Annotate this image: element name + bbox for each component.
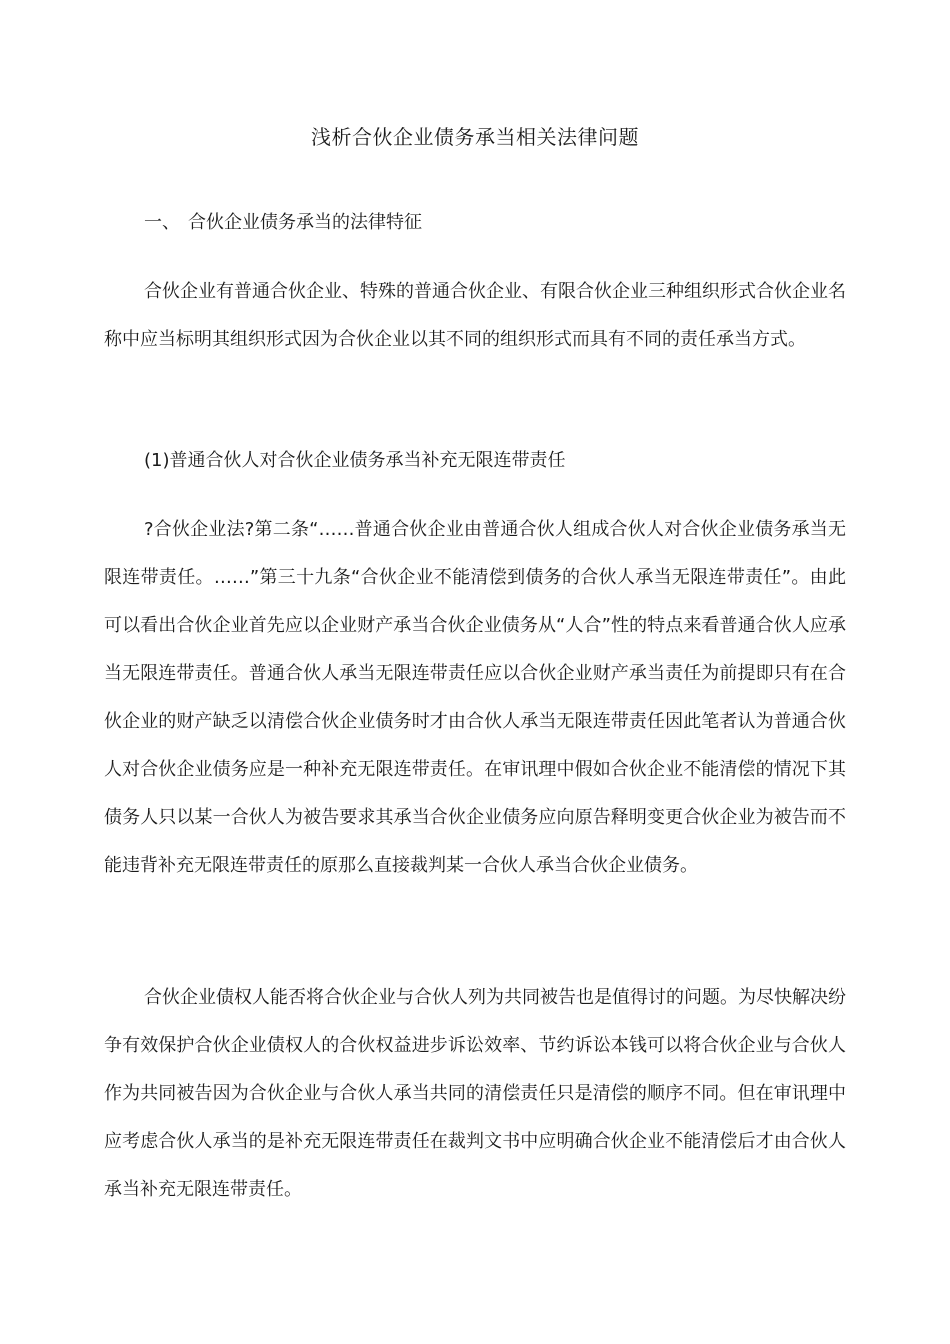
paragraph-co-defendant: 合伙企业债权人能否将合伙企业与合伙人列为共同被告也是值得讨的问题。为尽快解决纷争有效保护合伙企业债权人的合伙权益进步诉讼效率、节约诉讼本钱可以将合伙企业与合伙人作为共同被告因为合伙企业与合伙人承当共同的清偿责任只是清偿的顺序不同。但在审讯理中应考虑合伙人承当的是补充无限连带责任在裁判文书中应明确合伙企业不能清偿后才由合伙人承当补充无限连带责任。 bbox=[104, 987, 846, 1200]
subheading-general-partner: (1)普通合伙人对合伙企业债务承当补充无限连带责任 bbox=[144, 450, 566, 471]
section-number: 一、 bbox=[144, 212, 180, 233]
document-title: 浅析合伙企业债务承当相关法律问题 bbox=[311, 125, 639, 149]
section-heading bbox=[144, 208, 422, 238]
paragraph-law-article: ?合伙企业法?第二条“……普通合伙企业由普通合伙人组成合伙人对合伙企业债务承当无限连带责任。……”第三十九条“合伙企业不能清偿到债务的合伙人承当无限连带责任”。由此可以看出合伙企业首先应以企业财产承当合伙企业债务从“人合”性的特点来看普通合伙人应承当无限连带责任。普通合伙人承当无限连带责任应以合伙企业财产承当责任为前提即只有在合伙企业的财产缺乏以清偿合伙企业债务时才由合伙人承当无限连带责任因此笔者认为普通合伙人对合伙企业债务应是一种补充无限连带责任。在审讯理中假如合伙企业不能清偿的情况下其债务人只以某一合伙人为被告要求其承当合伙企业债务应向原告释明变更合伙企业为被告而不能违背补充无限连带责任的原那么直接裁判某一合伙人承当合伙企业债务。 bbox=[104, 519, 846, 876]
section-heading-text: 合伙企业债务承当的法律特征 bbox=[188, 212, 422, 233]
paragraph-intro: 合伙企业有普通合伙企业、特殊的普通合伙企业、有限合伙企业三种组织形式合伙企业名称中应当标明其组织形式因为合伙企业以其不同的组织形式而具有不同的责任承当方式。 bbox=[104, 281, 846, 350]
